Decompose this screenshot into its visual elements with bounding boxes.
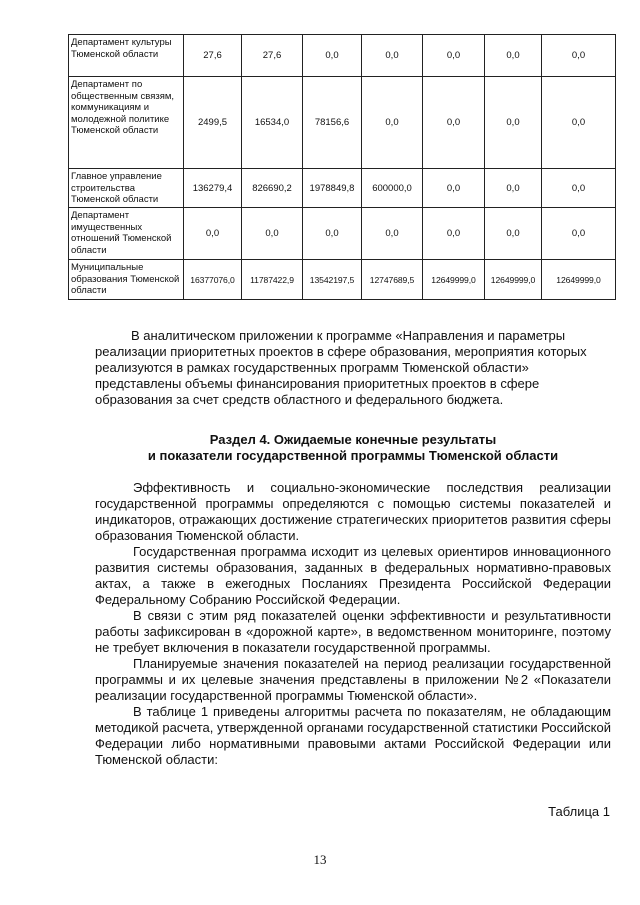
table-cell: 16534,0: [242, 77, 303, 169]
table-cell: 0,0: [542, 35, 616, 77]
table-cell: 0,0: [423, 208, 485, 260]
table-cell: 16377076,0: [184, 260, 242, 300]
table-cell: 826690,2: [242, 169, 303, 208]
department-name: Департамент по общественным связям, коммуникациям и молодежной политике Тюменской области: [69, 77, 184, 169]
paragraph: В связи с этим ряд показателей оценки эффективности и результативности работы зафиксирован в «дорожной карте», в ведомственном мониторинге, поэтому не требует включения в показатели государственной программы.: [95, 608, 611, 655]
paragraph: Эффективность и социально-экономические последствия реализации государственной программы определяются с помощью системы показателей и индикаторов, отражающих достижение стратегических приоритетов развития сферы образования Тюменской области.: [95, 480, 611, 543]
paragraph: В таблице 1 приведены алгоритмы расчета по показателям, не обладающим методикой расчета, утвержденной органами государственной статистики Российской Федерации либо нормативными правовыми актами Российской Федерации или Тюменской области:: [95, 704, 611, 767]
paragraph: Государственная программа исходит из целевых ориентиров инновационного развития системы образования, заданных в федеральных нормативно-правовых актах, а также в ежегодных Посланиях Президента Российской Федерации Федеральному Собранию Российской Федерации.: [95, 544, 611, 607]
table-cell: 0,0: [423, 169, 485, 208]
section-heading: [95, 432, 611, 464]
section-body: [95, 480, 611, 768]
table-cell: 0,0: [303, 208, 362, 260]
table-cell: 0,0: [423, 35, 485, 77]
table-cell: 13542197,5: [303, 260, 362, 300]
table-cell: 11787422,9: [242, 260, 303, 300]
table-cell: 0,0: [542, 208, 616, 260]
analytic-appendix-paragraph: [95, 328, 611, 408]
table-cell: 0,0: [485, 77, 542, 169]
paragraph: В аналитическом приложении к программе «Направления и параметры реализации приоритетных проектов в сфере образования, мероприятия которых реализуются в рамках государственных программ Тюменской области» представлены объемы финансирования приоритетных проектов в сфере образования за счет средств областного и федерального бюджета.: [95, 328, 587, 407]
table-row: [69, 260, 616, 300]
table-cell: 12649999,0: [542, 260, 616, 300]
table-cell: 600000,0: [362, 169, 423, 208]
table-cell: 0,0: [542, 77, 616, 169]
table-cell: 12649999,0: [485, 260, 542, 300]
financing-table: [68, 34, 616, 300]
table-cell: 0,0: [184, 208, 242, 260]
table-cell: 0,0: [485, 35, 542, 77]
department-name: Департамент имущественных отношений Тюменской области: [69, 208, 184, 260]
table-cell: 2499,5: [184, 77, 242, 169]
table-cell: 136279,4: [184, 169, 242, 208]
department-name: Главное управление строительства Тюменской области: [69, 169, 184, 208]
table-cell: 0,0: [485, 208, 542, 260]
table-cell: 0,0: [242, 208, 303, 260]
table-cell: 12747689,5: [362, 260, 423, 300]
table-cell: 27,6: [242, 35, 303, 77]
paragraph: Планируемые значения показателей на период реализации государственной программы и их целевые значения представлены в приложении №2 «Показатели реализации государственной программы Тюменской области».: [95, 656, 611, 703]
table-cell: 0,0: [303, 35, 362, 77]
table-cell: 12649999,0: [423, 260, 485, 300]
financing-table-body: [69, 35, 616, 300]
page-number: 13: [313, 852, 327, 867]
table-caption: Таблица 1: [548, 804, 610, 819]
department-name: Муниципальные образования Тюменской области: [69, 260, 184, 300]
table-cell: 0,0: [423, 77, 485, 169]
table-cell: 0,0: [485, 169, 542, 208]
table-cell: 0,0: [362, 77, 423, 169]
table-row: [69, 208, 616, 260]
table-cell: 1978849,8: [303, 169, 362, 208]
section-heading-line-1: Раздел 4. Ожидаемые конечные результаты: [209, 432, 497, 447]
table-row: [69, 35, 616, 77]
table-row: [69, 169, 616, 208]
table-cell: 0,0: [362, 208, 423, 260]
table-cell: 27,6: [184, 35, 242, 77]
table-cell: 78156,6: [303, 77, 362, 169]
table-cell: 0,0: [362, 35, 423, 77]
department-name: Департамент культуры Тюменской области: [69, 35, 184, 77]
table-cell: 0,0: [542, 169, 616, 208]
section-heading-line-2: и показатели государственной программы Тюменской области: [147, 448, 559, 463]
table-row: [69, 77, 616, 169]
